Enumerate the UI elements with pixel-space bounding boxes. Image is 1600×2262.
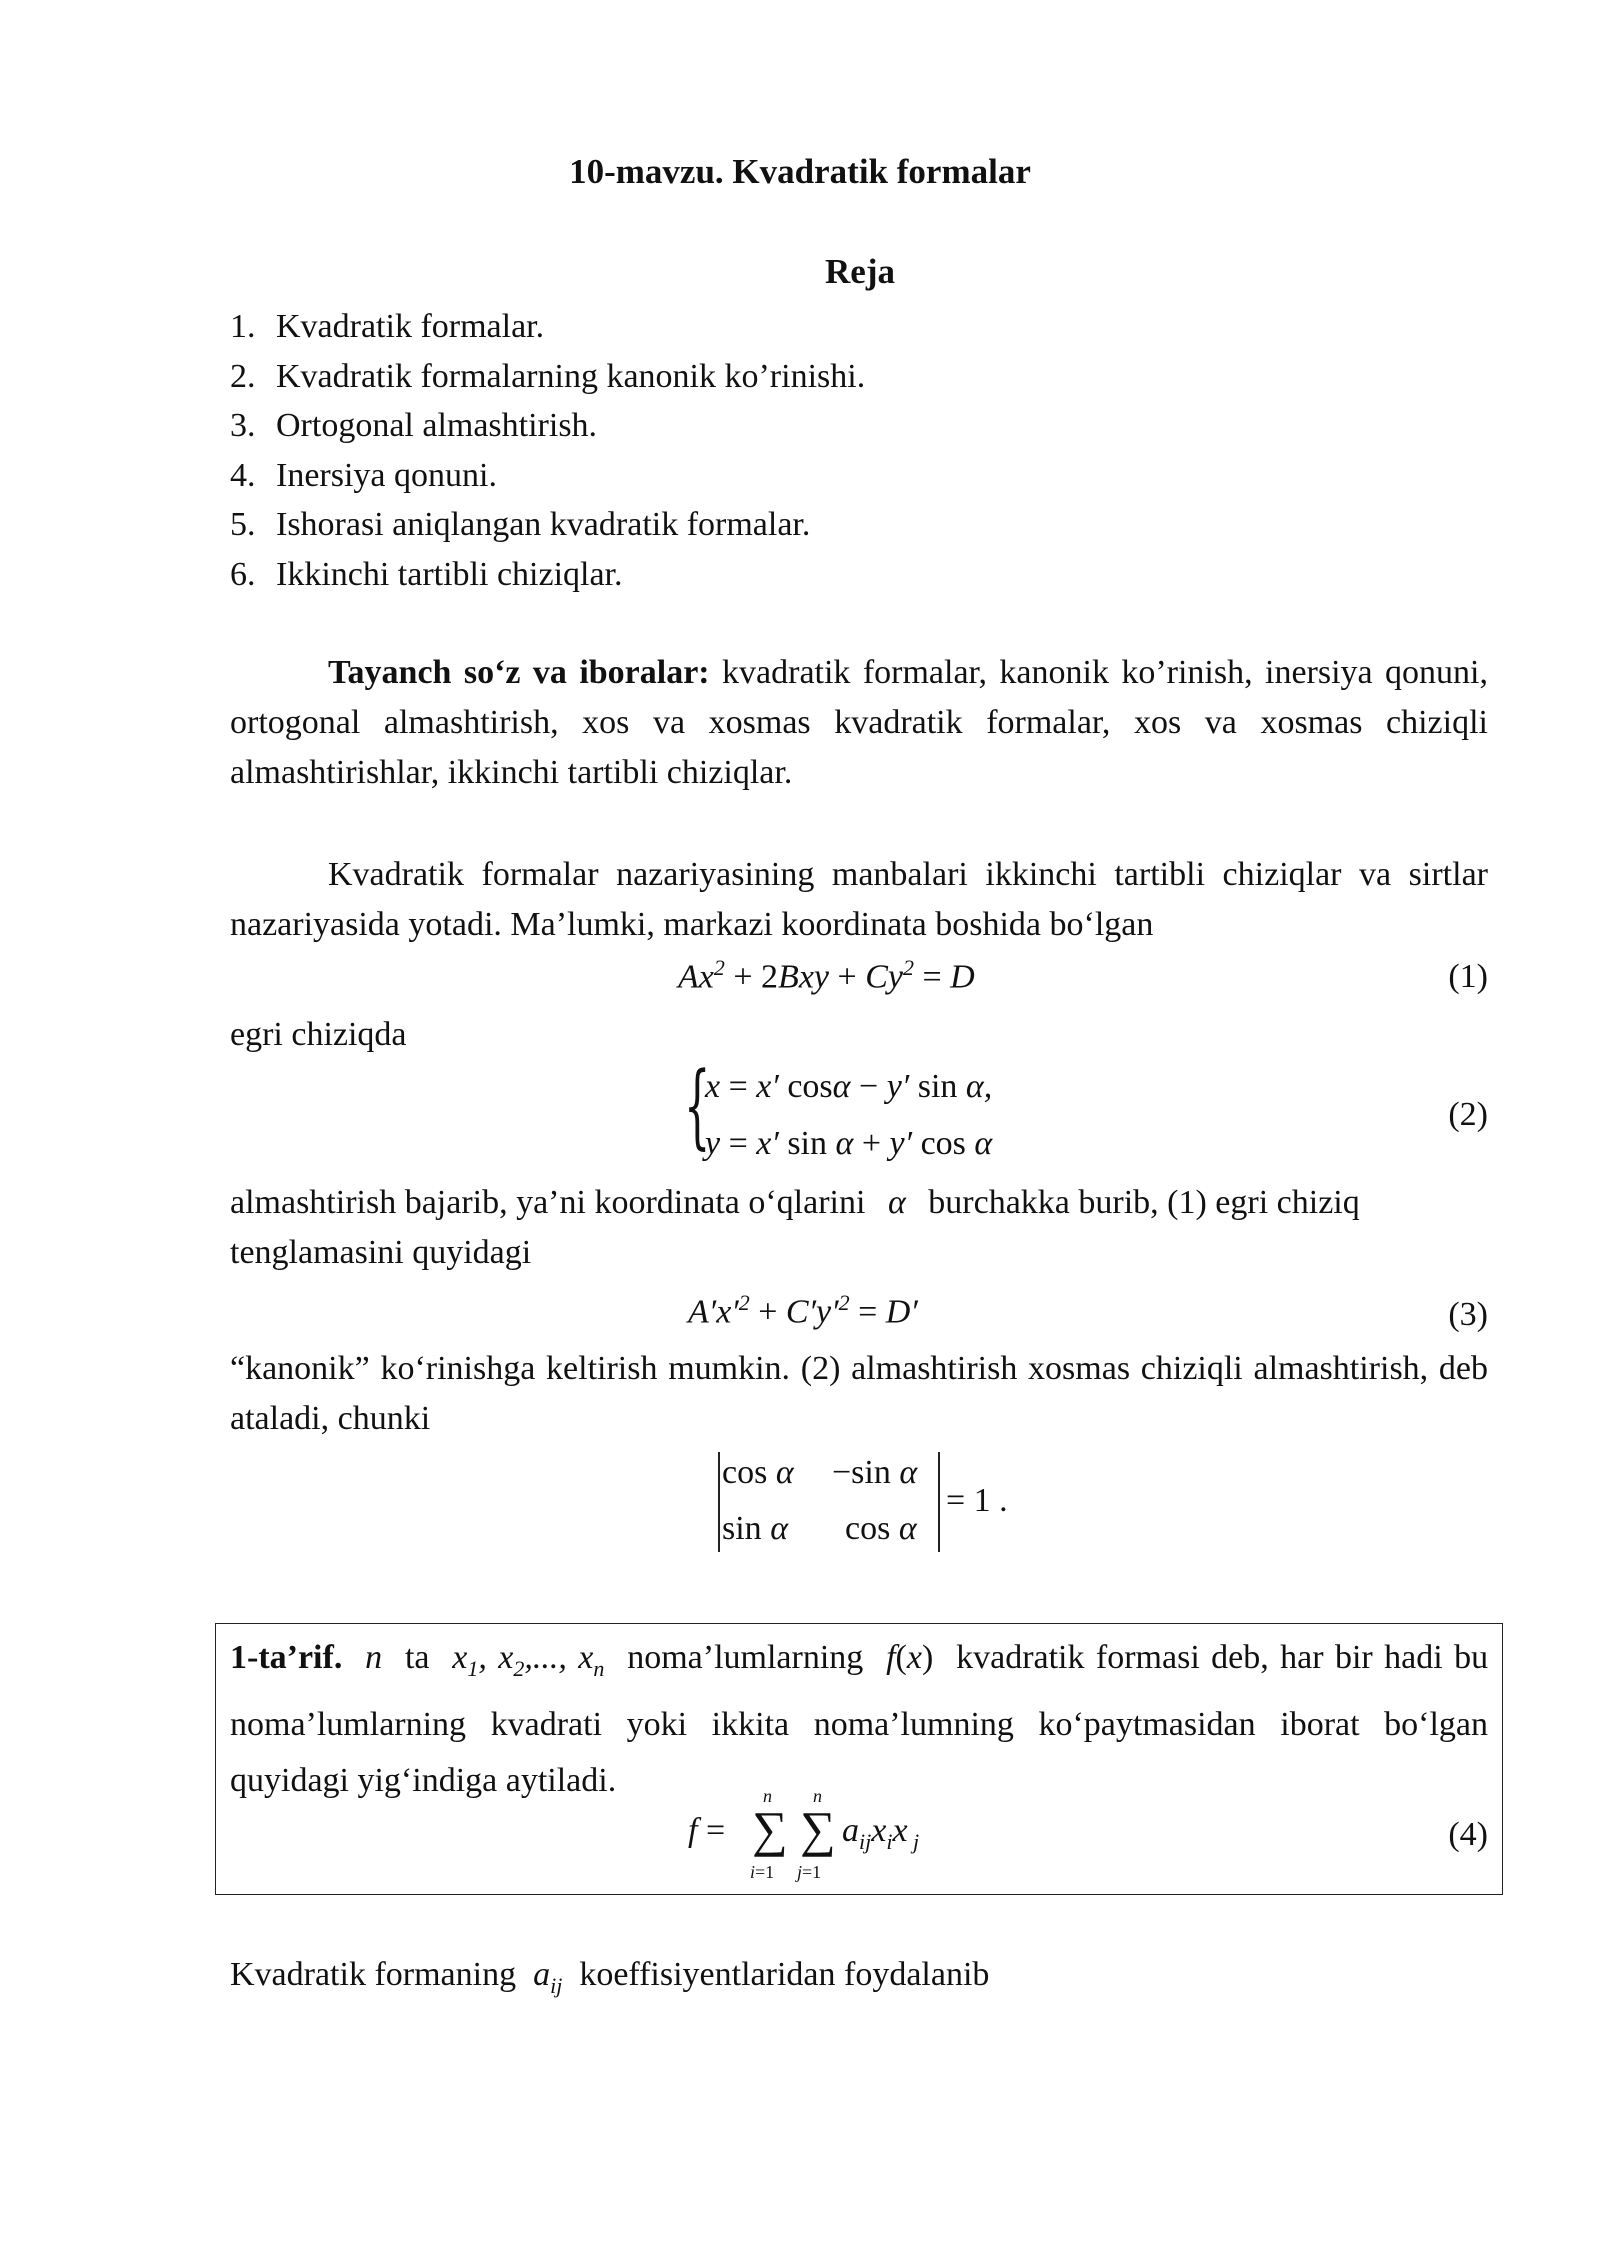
- list-item: 6. Ikkinchi tartibli chiziqlar.: [230, 555, 623, 593]
- equation-4-number: (4): [1448, 1816, 1488, 1853]
- determinant-a11: cos α: [722, 1454, 794, 1491]
- after-equation-1: egri chiziqda: [230, 1016, 407, 1053]
- list-item: 3. Ortogonal almashtirish.: [230, 407, 598, 444]
- page-title: 10-mavzu. Kvadratik formalar: [569, 152, 1031, 191]
- determinant-left-bar: [718, 1452, 720, 1552]
- equation-1: $Ax^2 + 2Bxy + Cy^2 = D$: [678, 955, 975, 996]
- determinant-a12: −sin α: [832, 1454, 918, 1491]
- determinant-right-bar: [938, 1452, 940, 1552]
- equation-2-line-1: x = x′ cosα − y′ sin α,: [705, 1068, 993, 1105]
- list-item: 5. Ishorasi aniqlangan kvadratik formalar.: [230, 506, 811, 543]
- keywords-text: kvadratik formalar, kanonik ko’rinish, inersiya qonuni, ortogonal almashtirish, xos va xosmas kvadratik formalar, xos va xosmas chiziqli almashtirishlar, ikkinchi tartibli chiziqlar.: [230, 654, 1488, 791]
- determinant-a21: sin α: [722, 1510, 789, 1547]
- intro-paragraph: Kvadratik formalar nazariyasining manbalari ikkinchi tartibli chiziqlar va sirtlar nazariyasida yotadi. Ma’lumki, markazi koordinata boshida bo‘lgan: [230, 856, 1488, 943]
- sum-lower-i: i=1: [750, 1862, 775, 1882]
- keywords-label: Tayanch so‘z va iboralar:: [328, 654, 710, 691]
- after-equation-2-cont: tenglamasini quyidagi: [230, 1234, 532, 1271]
- definition-label: 1-ta’rif.: [230, 1639, 343, 1676]
- plan-heading: Reja: [825, 252, 895, 291]
- after-equation-2: almashtirish bajarib, ya’ni koordinata o‘qlarini α burchakka burib, (1) egri chiziq: [230, 1184, 1360, 1221]
- keywords-paragraph: [230, 648, 1488, 798]
- equation-3: $A'x'^2 + C'y'^2 = D'$: [688, 1290, 918, 1331]
- list-item: 2. Kvadratik formalarning kanonik ko’rinishi.: [230, 357, 866, 395]
- determinant-value: = 1 .: [946, 1482, 1008, 1519]
- equation-2-line-2: y = x′ sin α + y′ cos α: [705, 1125, 993, 1162]
- plan-list: [230, 302, 865, 599]
- sigma-icon: ∑: [800, 1801, 836, 1857]
- list-item: 1. Kvadratik formalar.: [230, 308, 545, 345]
- closing-line: Kvadratik formaning $a_{ij}$ koeffisiyentlaridan foydalanib: [230, 1956, 990, 1998]
- after-equation-3: “kanonik” ko‘rinishga keltirish mumkin. (2) almashtirish xosmas chiziqli almashtirish, deb ataladi, chunki: [230, 1350, 1488, 1437]
- sigma-icon: ∑: [752, 1801, 788, 1857]
- equation-3-number: (3): [1448, 1296, 1488, 1333]
- sum-lower-j: j=1: [797, 1862, 822, 1882]
- equation-4: f =: [688, 1812, 726, 1849]
- equation-4-term: $a_{ij}x_ix$ $_j$: [842, 1812, 920, 1854]
- determinant-a22: cos α: [845, 1510, 917, 1547]
- equation-2-number: (2): [1448, 1096, 1488, 1133]
- sum-upper-j: n: [813, 1786, 822, 1806]
- equation-1-number: (1): [1448, 958, 1488, 995]
- left-brace-icon: {: [684, 1052, 711, 1159]
- list-item: 4. Inersiya qonuni.: [230, 456, 497, 494]
- sum-upper-i: n: [763, 1786, 772, 1806]
- definition-text: 1-ta’rif. n ta $x_1$, $x_2$,..., $x_n$ noma’lumlarning f(x) kvadratik formasi deb, har bir hadi bu noma’lumlarning kvadrati yoki ikkita noma’lumning ko‘paytmasidan iborat bo‘lgan quyidagi yig‘indiga aytiladi.: [230, 1639, 1489, 1799]
